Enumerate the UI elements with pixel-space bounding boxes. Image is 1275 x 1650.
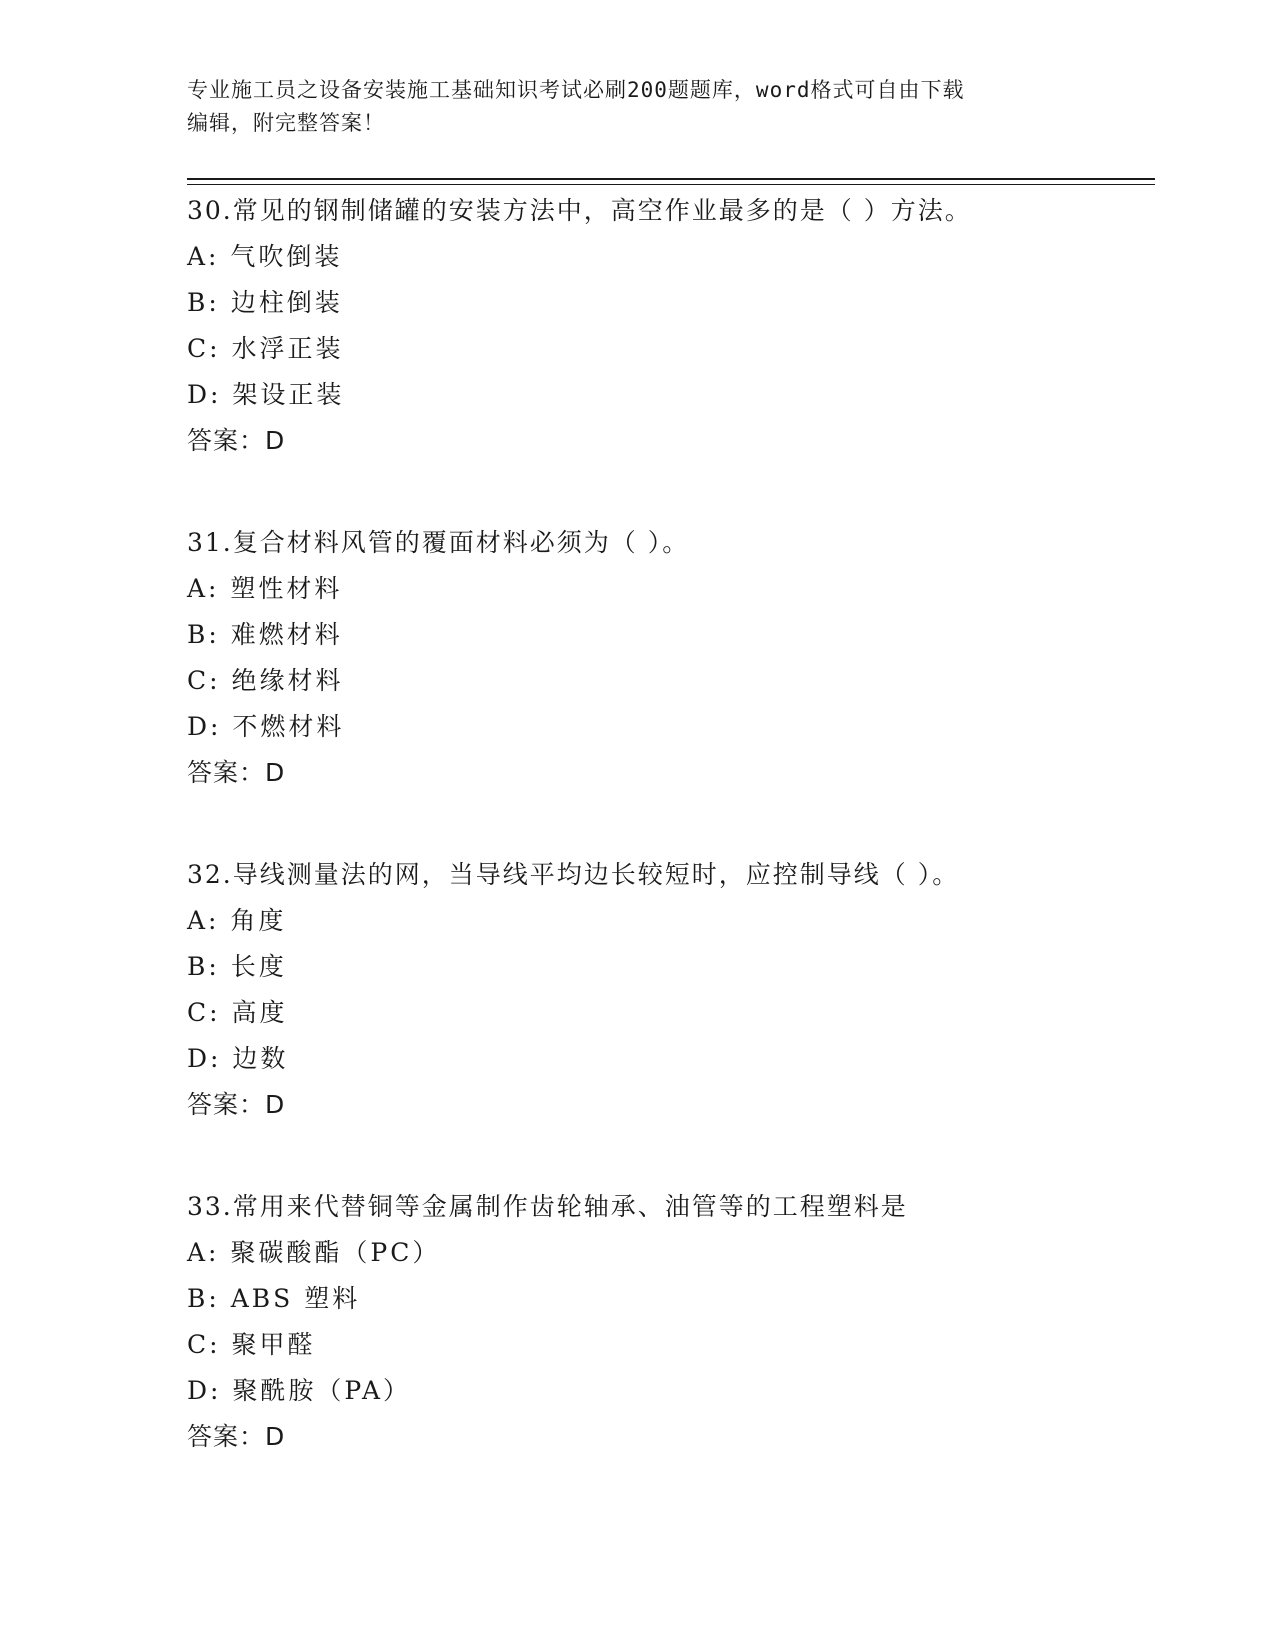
question-list — [187, 188, 1155, 1516]
answer-text: 答案：D — [187, 758, 286, 787]
option-d: D: 边数 — [187, 1044, 289, 1073]
document-header — [187, 74, 1067, 140]
option-d: D: 架设正装 — [187, 380, 345, 409]
option-a: A: 气吹倒装 — [187, 242, 343, 271]
option-c: C: 高度 — [187, 998, 288, 1027]
option-a: A: 角度 — [187, 906, 287, 935]
option-b: B: 边柱倒装 — [187, 288, 343, 317]
option-c: C: 绝缘材料 — [187, 666, 344, 695]
answer-text: 答案：D — [187, 1090, 286, 1119]
answer-text: 答案：D — [187, 1422, 286, 1451]
question-text: 30.常见的钢制储罐的安装方法中，高空作业最多的是（ ）方法。 — [187, 196, 972, 225]
option-b: B: 难燃材料 — [187, 620, 343, 649]
option-d: D: 不燃材料 — [187, 712, 345, 741]
question-text: 32.导线测量法的网，当导线平均边长较短时，应控制导线（ ）。 — [187, 860, 960, 889]
option-c: C: 聚甲醛 — [187, 1330, 316, 1359]
header-title-line-2: 编辑，附完整答案！ — [187, 111, 385, 135]
question-text: 31.复合材料风管的覆面材料必须为（ ）。 — [187, 528, 690, 557]
option-b: B: ABS 塑料 — [187, 1284, 361, 1313]
question-text: 33.常用来代替铜等金属制作齿轮轴承、油管等的工程塑料是 — [187, 1192, 908, 1221]
option-a: A: 塑性材料 — [187, 574, 343, 603]
question-item — [187, 852, 1155, 1128]
option-d: D: 聚酰胺（PA） — [187, 1376, 411, 1405]
answer-text: 答案：D — [187, 426, 286, 455]
question-item — [187, 1184, 1155, 1460]
question-item — [187, 520, 1155, 796]
option-b: B: 长度 — [187, 952, 287, 981]
header-title-line-1: 专业施工员之设备安装施工基础知识考试必刷200题题库，word格式可自由下载 — [187, 78, 965, 102]
option-a: A: 聚碳酸酯（PC） — [187, 1238, 441, 1267]
header-divider — [187, 178, 1155, 185]
option-c: C: 水浮正装 — [187, 334, 344, 363]
question-item — [187, 188, 1155, 464]
